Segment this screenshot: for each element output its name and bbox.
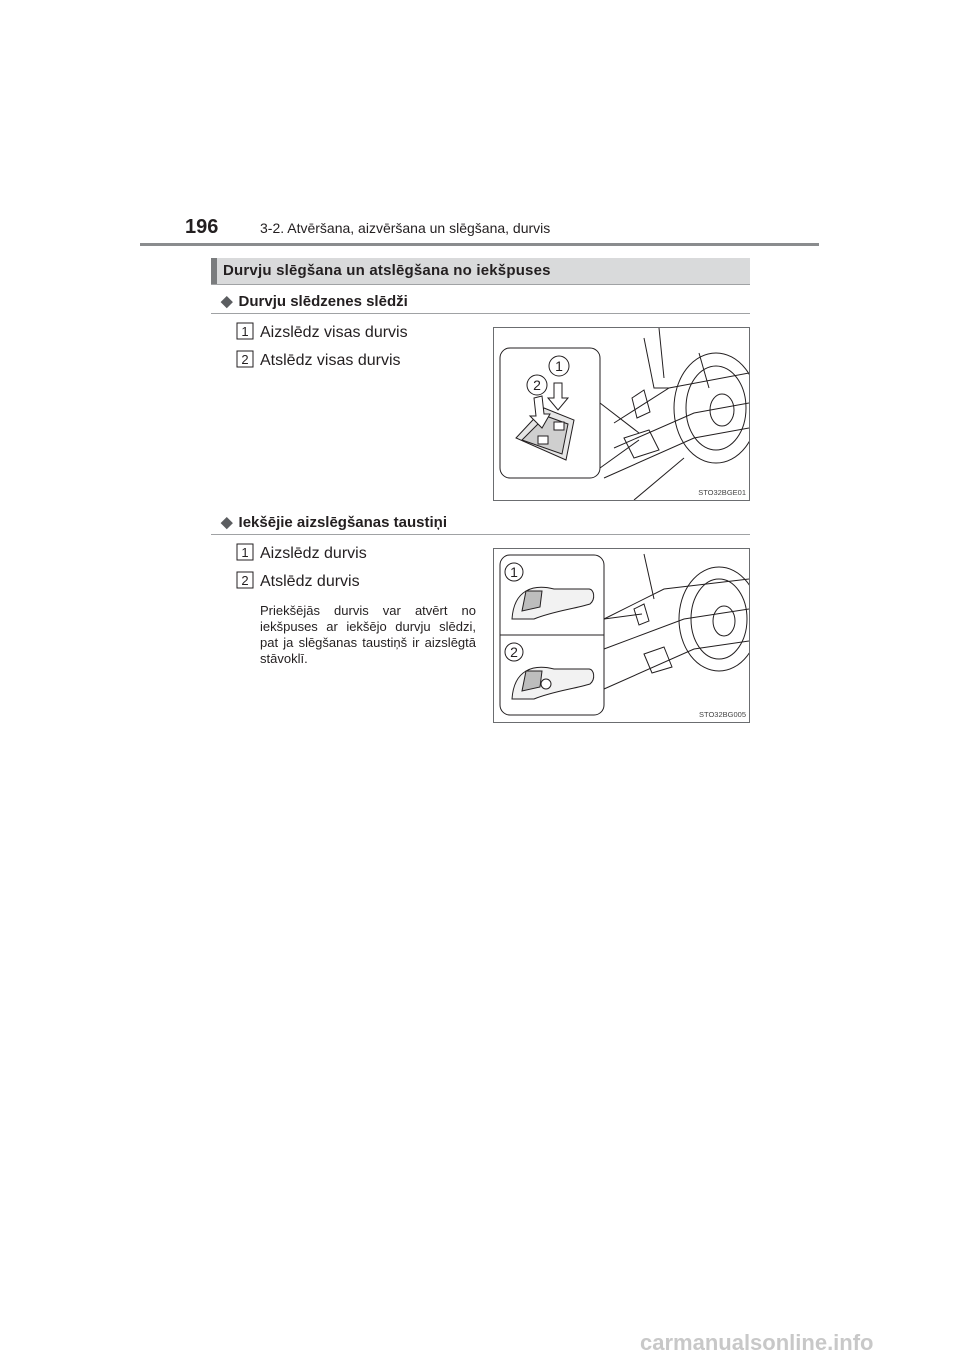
list-item-text: Atslēdz visas durvis (260, 352, 401, 369)
badge-number: 1 (241, 324, 249, 339)
section-divider (211, 284, 750, 285)
subsection-heading-text: Iekšējie aizslēgšanas taustiņi (238, 514, 447, 531)
diamond-bullet-icon: ◆ (221, 514, 233, 531)
inside-lock-button-figure (493, 548, 750, 723)
page-number: 196 (185, 216, 219, 238)
door-lock-switch-figure (493, 327, 750, 501)
number-2-badge-icon (236, 350, 254, 368)
subsection-divider (211, 534, 750, 535)
subsection-heading (221, 513, 447, 531)
number-1-badge-icon (236, 543, 254, 561)
callout-2-label: 2 (533, 377, 541, 393)
figure-code: STO32BG005 (699, 710, 746, 719)
number-1-badge-icon (236, 322, 254, 340)
list-item-text: Aizslēdz visas durvis (260, 324, 408, 341)
list-item-text: Aizslēdz durvis (260, 545, 367, 562)
subsection-heading-text: Durvju slēdzenes slēdži (238, 293, 408, 310)
badge-number: 2 (241, 573, 249, 588)
chapter-title: 3-2. Atvēršana, aizvēršana un slēgšana, durvis (260, 220, 551, 236)
note-paragraph: Priekšējās durvis var atvērt no iekšpuses ar iekšējo durvju slēdzi, pat ja slēgšanas taustiņš ir aizslēgtā stāvoklī. (260, 603, 476, 666)
list-item-text: Atslēdz durvis (260, 573, 360, 590)
inside-lock-button-illustration (494, 549, 749, 722)
badge-number: 2 (241, 352, 249, 367)
badge-number: 1 (241, 545, 249, 560)
header-divider (140, 243, 819, 246)
callout-1-label: 1 (510, 564, 518, 580)
door-lock-switch-illustration (494, 328, 749, 500)
callout-2-label: 2 (510, 644, 518, 660)
subsection-divider (211, 313, 750, 314)
diamond-bullet-icon: ◆ (221, 293, 233, 310)
number-2-badge-icon (236, 571, 254, 589)
section-title: Durvju slēgšana un atslēgšana no iekšpuses (223, 262, 551, 279)
figure-code: STO32BGE01 (698, 488, 746, 497)
subsection-heading (221, 292, 408, 310)
watermark: carmanualsonline.info (640, 1330, 874, 1355)
callout-1-label: 1 (555, 358, 563, 374)
